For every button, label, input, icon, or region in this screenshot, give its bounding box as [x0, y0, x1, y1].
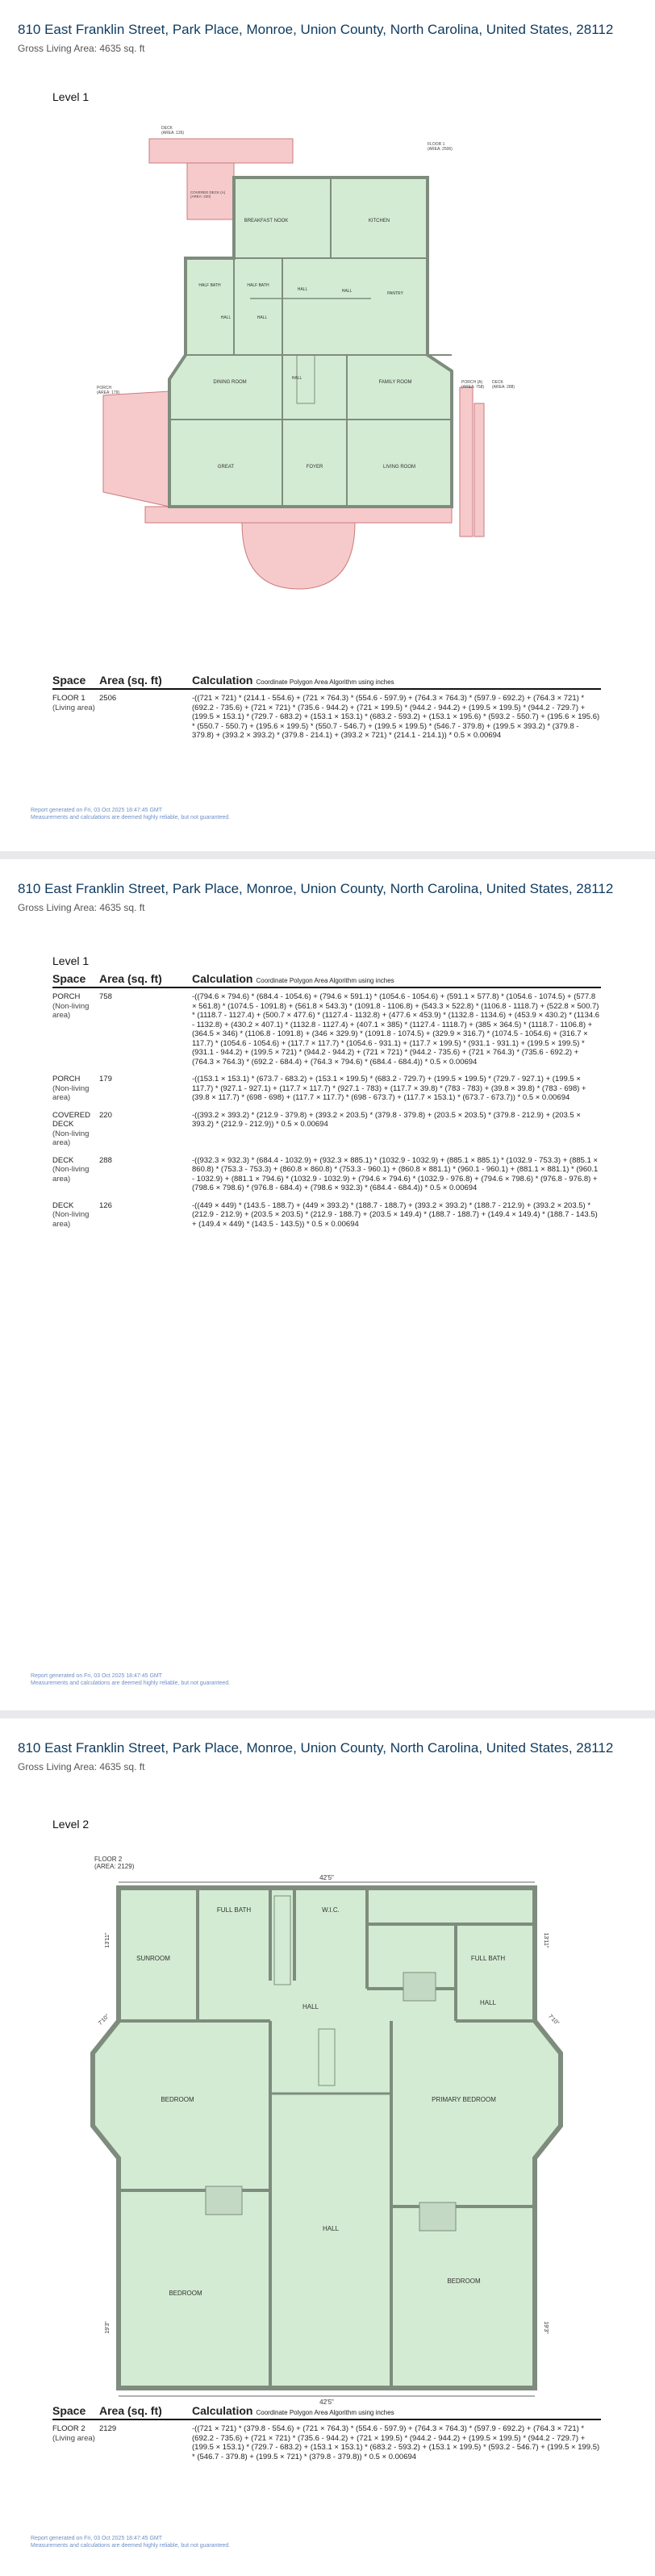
- plan-room-label: LIVING ROOM: [382, 465, 416, 470]
- right-deck-shape: [460, 387, 473, 536]
- page-header: [18, 880, 639, 913]
- plan-room-label: BREAKFAST NOOK: [244, 219, 289, 223]
- plan-room-label: HALL: [297, 287, 308, 292]
- table-header: [52, 674, 601, 690]
- area-label-floor-1: FLOOR 1 (AREA: 2506): [428, 142, 453, 152]
- floor-plan-level-2: [77, 1852, 585, 2416]
- gross-living-area: Gross Living Area: 4635 sq. ft: [18, 1761, 145, 1772]
- space-name: COVERED DECK: [52, 1110, 90, 1129]
- plan-room-label: KITCHEN: [368, 219, 390, 223]
- footer-disclaimer: Measurements and calculations are deemed highly reliable, but not guaranteed.: [31, 2543, 231, 2549]
- area-value: 2129: [99, 2424, 117, 2433]
- plan-living-area: [169, 177, 452, 507]
- calculation-formula: -((932.3 × 932.3) * (684.4 - 1032.9) + (932.3 × 885.1) * (1032.9 - 1032.9) + (885.1 × 885.1) * (1032.9 - 753.3) + (885.1 × 860.8) * (753.3 - 753.3) + (860.8 × 860.8) * (753.3 - 960.1) + (860.8 × 881.1) * (960.1 - 960.1) + (881.1 × 881.1) * (960.1 - 1032.9) + (881.1 × 794.6) * (1032.9 - 1032.9) + (794.6 × 794.6) * (1032.9 - 976.8) + (794.6 × 798.6) * (976.8 - 976.8) + (798.6 × 798.6) * (976.8 - 684.4) + (798.6 × 932.3) * (684.4 - 684.4)) * 0.5 × 0.00694: [192, 1155, 599, 1192]
- table-row: [52, 988, 601, 1067]
- calculation-formula: -((449 × 449) * (143.5 - 188.7) + (449 × 393.2) * (188.7 - 188.7) + (393.2 × 393.2) * (188.7 - 212.9) + (393.2 × 203.5) * (212.9 - 212.9) + (203.5 × 203.5) * (212.9 - 188.7) + (203.5 × 149.4) * (188.7 - 188.7) + (149.4 × 149.4) * (188.7 - 143.5) + (149.4 × 449) * (143.5 - 143.5)) * 0.5 × 0.00694: [192, 1200, 598, 1229]
- space-name: DECK: [52, 1155, 74, 1165]
- dimension-label: 42'5": [319, 1874, 334, 1881]
- footer-disclaimer: Measurements and calculations are deemed highly reliable, but not guaranteed.: [31, 1680, 231, 1686]
- fireplace-shape: [206, 2186, 242, 2215]
- plan-room-label: FULL BATH: [470, 1955, 506, 1962]
- plan-room-label: HALL: [322, 2225, 340, 2232]
- right-deck-stair-shape: [474, 403, 484, 536]
- plan-room-label: HALL: [302, 2003, 319, 2010]
- floor-plan-level-1: [89, 113, 540, 605]
- property-address: 810 East Franklin Street, Park Place, Monroe, Union County, North Carolina, United States, 28112: [18, 1740, 614, 1756]
- area-value: 220: [99, 1110, 112, 1120]
- table-row: [52, 690, 601, 741]
- plan-room-label: FAMILY ROOM: [378, 380, 412, 385]
- space-name: DECK: [52, 1200, 74, 1210]
- page-header: [18, 21, 639, 54]
- table-row: [52, 2420, 601, 2461]
- area-table-level-1: [52, 674, 601, 741]
- table-row: [52, 1067, 601, 1103]
- rounded-porch-shape: [242, 523, 355, 589]
- area-label-left-porch: PORCH (AREA: 179): [97, 386, 120, 395]
- plan-room-label: W.I.C.: [322, 1906, 340, 1914]
- front-porch-shape: [145, 507, 452, 523]
- header-space: Space: [52, 972, 86, 985]
- calculation-formula: -((153.1 × 153.1) * (673.7 - 683.2) + (153.1 × 199.5) * (683.2 - 729.7) + (199.5 × 199.5) * (729.7 - 927.1) + (199.5 × 117.7) * (927.1 - 927.1) + (117.7 × 117.7) * (927.1 - 783) + (117.7 × 39.8) * (783 - 783) + (39.8 × 39.8) * (783 - 698) + (39.8 × 117.7) * (698 - 698) + (117.7 × 117.7) * (698 - 673.7) + (117.7 × 153.1) * (673.7 - 673.7)) * 0.5 × 0.00694: [192, 1075, 586, 1102]
- header-area: Area (sq. ft): [99, 2404, 162, 2417]
- plan-room-label: BEDROOM: [447, 2277, 481, 2285]
- calculation-formula: -((721 × 721) * (214.1 - 554.6) + (721 × 764.3) * (554.6 - 597.9) + (764.3 × 764.3) * (597.9 - 692.2) + (764.3 × 721) * (692.2 - 735.6) + (721 × 721) * (735.6 - 944.2) + (721 × 199.5) * (944.2 - 944.2) + (199.5 × 199.5) * (944.2 - 729.7) + (199.5 × 153.1) * (729.7 - 683.2) + (153.1 × 153.1) * (683.2 - 593.2) + (153.1 × 195.6) * (593.2 - 550.7) + (195.6 × 195.6) * (550.7 - 550.7) + (195.6 × 199.5) * (550.7 - 546.7) + (199.5 × 199.5) * (546.7 - 379.8) + (199.5 × 393.2) * (379.8 - 379.8) + (393.2 × 393.2) * (379.8 - 214.1) + (393.2 × 721) * (214.1 - 214.1)) * 0.5 × 0.00694: [192, 694, 600, 740]
- header-calculation: Calculation Coordinate Polygon Area Algorithm using inches: [192, 972, 394, 985]
- header-area: Area (sq. ft): [99, 972, 162, 985]
- calculation-note: Coordinate Polygon Area Algorithm using inches: [256, 2409, 394, 2416]
- table-row: [52, 1193, 601, 1230]
- header-space: Space: [52, 2404, 86, 2417]
- table-row: [52, 1148, 601, 1193]
- space-name: FLOOR 2: [52, 2424, 86, 2433]
- plan-room-label: BEDROOM: [161, 2096, 194, 2103]
- area-table-level-2: [52, 2404, 601, 2461]
- plan-room-label: BEDROOM: [169, 2290, 202, 2297]
- dimension-label: 13'11": [543, 1932, 549, 1948]
- gross-living-area: Gross Living Area: 4635 sq. ft: [18, 902, 145, 913]
- calculation-formula: -((393.2 × 393.2) * (212.9 - 379.8) + (393.2 × 203.5) * (379.8 - 379.8) + (203.5 × 203.5) * (379.8 - 212.9) + (203.5 × 393.2) * (212.9 - 212.9)) * 0.5 × 0.00694: [192, 1110, 581, 1129]
- plan-room-label: HALF BATH: [247, 283, 269, 288]
- fireplace-shape: [419, 2202, 456, 2231]
- footer-generated-on: Report generated on Fri, 03 Oct 2025 18:47:45 GMT: [31, 2536, 163, 2541]
- header-space: Space: [52, 674, 86, 687]
- area-value: 126: [99, 1200, 112, 1210]
- plan-room-label: PANTRY: [387, 291, 403, 296]
- dimension-label: 13'11": [105, 1932, 111, 1948]
- table-header: [52, 2404, 601, 2420]
- plan-room-label: FULL BATH: [216, 1906, 252, 1914]
- plan-room-label: HALL: [220, 315, 232, 320]
- table-row: [52, 1103, 601, 1148]
- calculation-note: Coordinate Polygon Area Algorithm using inches: [256, 977, 394, 984]
- space-type: (Living area): [52, 703, 95, 712]
- calculation-formula: -((721 × 721) * (379.8 - 554.6) + (721 × 764.3) * (554.6 - 597.9) + (764.3 × 764.3) * (597.9 - 692.2) + (764.3 × 721) * (692.2 - 735.6) + (721 × 721) * (735.6 - 944.2) + (721 × 199.5) * (944.2 - 944.2) + (199.5 × 199.5) * (944.2 - 729.7) + (199.5 × 153.1) * (729.7 - 683.2) + (153.1 × 153.1) * (683.2 - 593.2) + (153.1 × 199.5) * (593.2 - 546.7) + (199.5 × 199.5) * (546.7 - 379.8) + (199.5 × 721) * (379.8 - 379.8)) * 0.5 × 0.00694: [192, 2424, 600, 2461]
- plan-living-area: [93, 1888, 561, 2388]
- floor-2-shape: [93, 1888, 561, 2388]
- space-type: (Non-living area): [52, 1129, 90, 1147]
- area-label-floor-2: FLOOR 2 (AREA: 2129): [94, 1856, 135, 1871]
- level-heading: Level 2: [52, 1818, 90, 1831]
- fireplace-shape: [403, 1973, 436, 2001]
- dimension-label: 19'3": [543, 2321, 549, 2334]
- space-name: FLOOR 1: [52, 694, 86, 703]
- area-label-right-deck: DECK (AREA: 288): [492, 380, 515, 390]
- property-address: 810 East Franklin Street, Park Place, Monroe, Union County, North Carolina, United States, 28112: [18, 22, 614, 37]
- report-footer: [31, 2535, 230, 2549]
- plan-room-label: HALL: [291, 376, 302, 381]
- report-page-2: [0, 859, 655, 1710]
- plan-room-label: DINING ROOM: [213, 380, 247, 385]
- dimension-label: 42'5": [319, 2399, 334, 2406]
- header-area: Area (sq. ft): [99, 674, 162, 687]
- space-type: (Non-living area): [52, 1210, 90, 1229]
- calculation-note: Coordinate Polygon Area Algorithm using inches: [256, 678, 394, 686]
- table-header: [52, 972, 601, 988]
- plan-room-label: HALL: [257, 315, 268, 320]
- plan-room-label: HALL: [479, 1999, 497, 2006]
- level-heading: Level 1: [52, 90, 90, 103]
- report-page-1: [0, 0, 655, 851]
- left-porch-shape: [103, 391, 169, 507]
- area-value: 758: [99, 992, 112, 1001]
- dimension-label: 7'10": [97, 2013, 111, 2027]
- footer-generated-on: Report generated on Fri, 03 Oct 2025 18:47:45 GMT: [31, 808, 163, 813]
- property-address: 810 East Franklin Street, Park Place, Monroe, Union County, North Carolina, United States, 28112: [18, 881, 614, 896]
- area-table-level-1-non-living: [52, 972, 601, 1229]
- gross-living-area: Gross Living Area: 4635 sq. ft: [18, 43, 145, 54]
- space-type: (Non-living area): [52, 1083, 90, 1102]
- plan-room-label: HALF BATH: [198, 283, 221, 288]
- report-page-3: [0, 1718, 655, 2576]
- area-value: 288: [99, 1155, 112, 1165]
- dimension-label: 19'3": [105, 2321, 111, 2334]
- report-footer: [31, 807, 230, 821]
- page-header: [18, 1739, 639, 1772]
- header-calculation: Calculation Coordinate Polygon Area Algorithm using inches: [192, 674, 394, 687]
- plan-room-label: SUNROOM: [136, 1955, 170, 1962]
- plan-room-label: HALL: [341, 289, 353, 294]
- space-name: PORCH: [52, 992, 81, 1001]
- area-value: 179: [99, 1075, 112, 1083]
- space-type: (Living area): [52, 2433, 95, 2443]
- space-name: PORCH: [52, 1075, 81, 1083]
- top-deck-shape: [149, 139, 293, 163]
- floor-1-shape: [169, 177, 452, 507]
- report-footer: [31, 1672, 230, 1687]
- plan-room-label: PRIMARY BEDROOM: [432, 2096, 496, 2103]
- level-heading: Level 1: [52, 954, 90, 967]
- dimension-label: 7'10": [547, 2013, 561, 2027]
- footer-generated-on: Report generated on Fri, 03 Oct 2025 18:47:45 GMT: [31, 1673, 163, 1679]
- area-label-covered-deck: COVERED DECK (A) (AREA: 220): [190, 190, 226, 199]
- plan-room-label: FOYER: [306, 465, 323, 470]
- header-calculation: Calculation Coordinate Polygon Area Algorithm using inches: [192, 2404, 394, 2417]
- footer-disclaimer: Measurements and calculations are deemed highly reliable, but not guaranteed.: [31, 815, 231, 820]
- area-label-top-deck: DECK (AREA: 126): [161, 126, 185, 136]
- area-value: 2506: [99, 694, 117, 703]
- plan-room-label: GREAT: [217, 465, 235, 470]
- space-type: (Non-living area): [52, 1001, 90, 1020]
- space-type: (Non-living area): [52, 1165, 90, 1184]
- calculation-formula: -((794.6 × 794.6) * (684.4 - 1054.6) + (794.6 × 591.1) * (1054.6 - 1054.6) + (591.1 × 577.8) * (1054.6 - 1074.5) + (577.8 × 561.8) * (1074.5 - 1091.8) + (561.8 × 543.3) * (1091.8 - 1106.8) + (543.3 × 522.8) * (1106.8 - 1118.7) + (522.8 × 500.7) * (1118.7 - 1127.4) + (500.7 × 477.6) * (1127.4 - 1132.8) + (477.6 × 453.9) * (1132.8 - 1134.6) + (453.9 × 430.2) * (1134.6 - 1132.8) + (430.2 × 407.1) * (1132.8 - 1127.4) + (407.1 × 385) * (1127.4 - 1118.7) + (385 × 364.5) * (1118.7 - 1106.8) + (364.5 × 346) * (1106.8 - 1091.8) + (346 × 329.9) * (1091.8 - 1074.5) + (329.9 × 316.7) * (1074.5 - 1054.6) + (316.7 × 117.7) * (1054.6 - 1054.6) + (117.7 × 117.7) * (1054.6 - 931.1) + (117.7 × 199.5) * (931.1 - 931.1) + (199.5 × 199.5) * (931.1 - 944.2) + (199.5 × 721) * (944.2 - 944.2) + (721 × 721) * (944.2 - 735.6) + (721 × 764.3) * (735.6 - 692.2) + (764.3 × 764.3) * (692.2 - 684.4) + (764.3 × 794.6) * (684.4 - 684.4)) * 0.5 × 0.00694: [192, 992, 600, 1067]
- area-label-right-porch: PORCH (A) (AREA: 758): [461, 380, 485, 390]
